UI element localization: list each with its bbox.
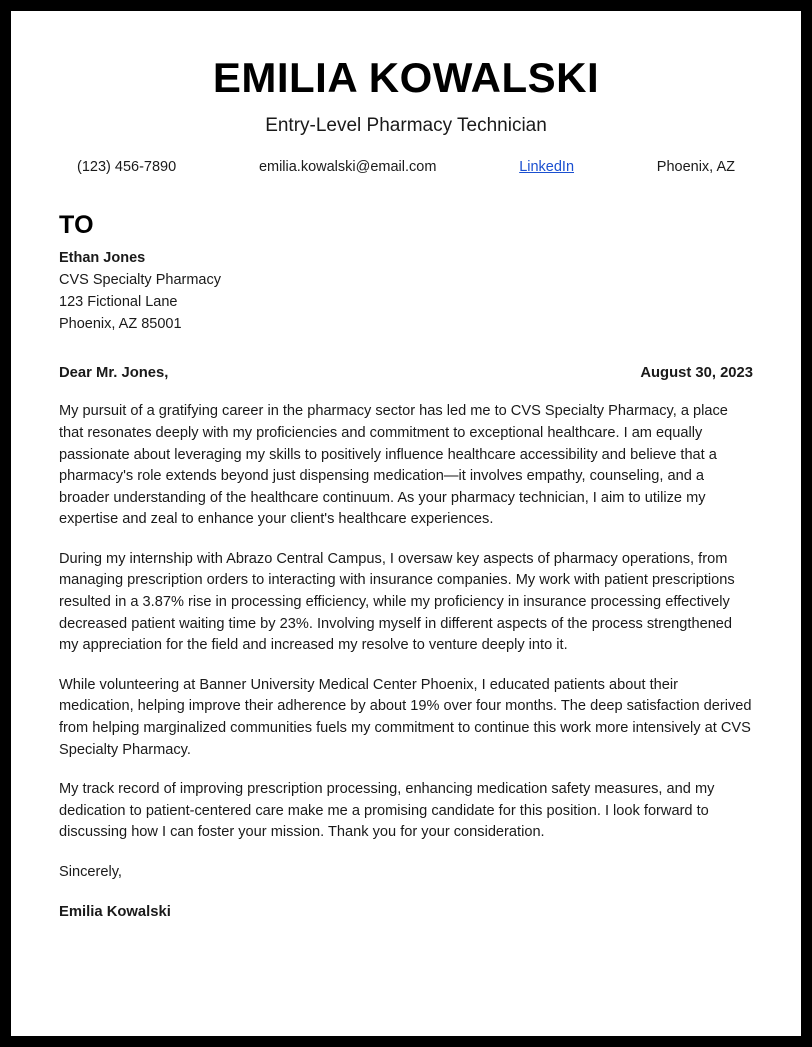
email-address: emilia.kowalski@email.com (258, 159, 437, 176)
recipient-street: 123 Fictional Lane (59, 294, 178, 311)
page-title: EMILIA KOWALSKI (212, 54, 600, 101)
job-title-subtitle: Entry-Level Pharmacy Technician (265, 115, 547, 137)
recipient-city-state-zip: Phoenix, AZ 85001 (59, 316, 182, 333)
recipient-company: CVS Specialty Pharmacy (59, 272, 221, 289)
letter-date: August 30, 2023 (640, 365, 753, 382)
closing-line: Sincerely, (59, 864, 122, 880)
body-paragraph: My pursuit of a gratifying career in the pharmacy sector has led me to CVS Specialty Pharmacy, a place that resonates deeply with my proficiencies and commitment to exceptional healthcare. I am equally passionate about leveraging my skills to positively influence healthcare accessibility and believe that a pharmacy's role extends beyond just dispensing medication—it involves empathy, counseling, and a broader understanding of the healthcare continuum. As your pharmacy technician, I aim to utilize my expertise and zeal to enhance your client's healthcare experiences. (59, 403, 728, 528)
location: Phoenix, AZ (656, 159, 735, 176)
body-paragraph: While volunteering at Banner University Medical Center Phoenix, I educated patients about their medication, helping improve their adherence by about 19% over four months. The deep satisfaction derived from helping marginalized communities fuels my commitment to continue this work more intensively at CVS Specialty Pharmacy. (59, 676, 752, 758)
phone-number: (123) 456-7890 (77, 159, 177, 176)
body-paragraph: My track record of improving prescription processing, enhancing medication safety measures, and my dedication to patient-centered care make me a promising candidate for this position. I look forward to discussing how I can foster your mission. Thank you for your consideration. (59, 781, 715, 841)
linkedin-link[interactable]: LinkedIn (519, 159, 575, 176)
recipient-name: Ethan Jones (59, 250, 146, 267)
recipient-heading: TO (59, 211, 94, 240)
salutation: Dear Mr. Jones, (59, 365, 169, 382)
document-page (11, 11, 801, 1036)
recipient-block (59, 247, 753, 335)
contact-row (59, 159, 753, 175)
signature-name: Emilia Kowalski (59, 904, 171, 920)
body-paragraph: During my internship with Abrazo Central Campus, I oversaw key aspects of pharmacy operations, from managing prescription orders to interacting with insurance companies. My work with patient prescriptions resulted in a 3.87% rise in processing efficiency, while my proficiency in insurance processing effectively decreased patient waiting time by 23%. Involving myself in different aspects of the process strengthened my appreciation for the field and increased my resolve to venture deeply into it. (59, 550, 735, 654)
letter-body (59, 401, 753, 844)
salutation-row (59, 365, 753, 381)
